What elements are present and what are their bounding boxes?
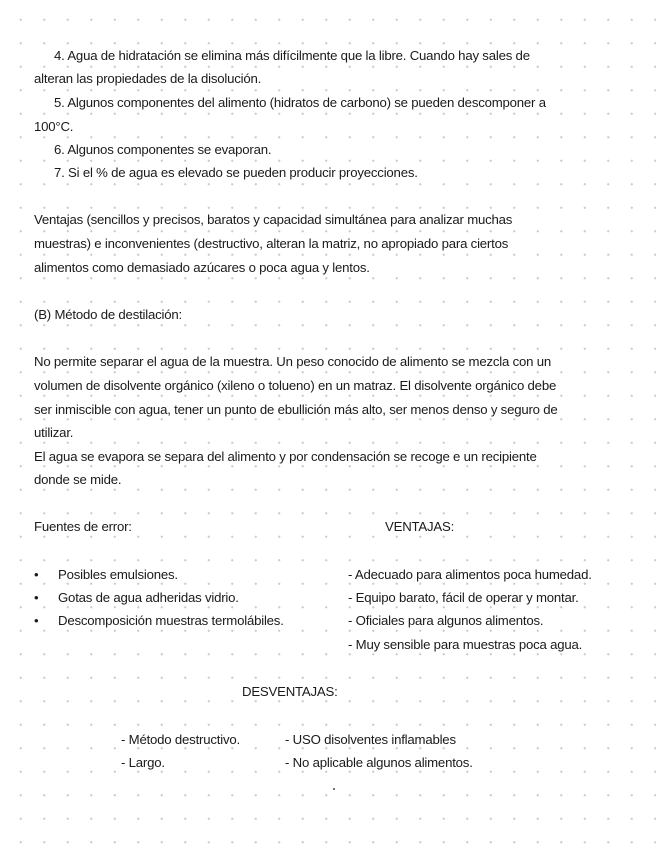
disadvantage-item: - USO disolventes inflamables — [285, 732, 456, 747]
error-item: Gotas de agua adheridas vidrio. — [58, 590, 239, 605]
stray-dot — [333, 788, 335, 790]
description-line: El agua se evapora se separa del alimento y por condensación se recoge e un recipiente — [34, 449, 537, 464]
error-item: Posibles emulsiones. — [58, 567, 178, 582]
advantage-item: - Muy sensible para muestras poca agua. — [348, 637, 583, 652]
step-7: 7. Si el % de agua es elevado se pueden producir proyecciones. — [54, 165, 418, 180]
section-title: (B) Método de destilación: — [34, 307, 183, 322]
advantage-item: - Oficiales para algunos alimentos. — [348, 613, 544, 628]
disadvantage-item: - No aplicable algunos alimentos. — [285, 755, 473, 770]
bullet-icon: • — [34, 590, 39, 605]
bullet-icon: • — [34, 567, 39, 582]
bullet-icon: • — [34, 613, 39, 628]
error-item: Descomposición muestras termolábiles. — [58, 613, 284, 628]
description-line: volumen de disolvente orgánico (xileno o tolueno) en un matraz. El disolvente orgánico debe — [34, 378, 557, 393]
description-line: donde se mide. — [34, 472, 122, 487]
pros-cons-line: alimentos como demasiado azúcares o poca agua y lentos. — [34, 260, 370, 275]
step-6: 6. Algunos componentes se evaporan. — [54, 142, 272, 157]
step-5-line-1: 5. Algunos componentes del alimento (hidratos de carbono) se pueden descomponer a — [54, 95, 546, 110]
description-line: No permite separar el agua de la muestra. Un peso conocido de alimento se mezcla con un — [34, 354, 551, 369]
disadvantages-heading: DESVENTAJAS: — [242, 684, 338, 699]
pros-cons-line: Ventajas (sencillos y precisos, baratos y capacidad simultánea para analizar muchas — [34, 212, 513, 227]
errors-heading: Fuentes de error: — [34, 519, 132, 534]
description-line: ser inmiscible con agua, tener un punto de ebullición más alto, ser menos denso y seguro de — [34, 402, 558, 417]
advantage-item: - Equipo barato, fácil de operar y montar. — [348, 590, 579, 605]
pros-cons-line: muestras) e inconvenientes (destructivo, alteran la matriz, no apropiado para ciertos — [34, 236, 509, 251]
description-line: utilizar. — [34, 425, 74, 440]
advantage-item: - Adecuado para alimentos poca humedad. — [348, 567, 592, 582]
disadvantage-item: - Largo. — [121, 755, 165, 770]
step-4-line-1: 4. Agua de hidratación se elimina más difícilmente que la libre. Cuando hay sales de — [54, 48, 530, 63]
step-5-line-2: 100°C. — [34, 119, 74, 134]
step-4-line-2: alteran las propiedades de la disolución. — [34, 71, 262, 86]
disadvantage-item: - Método destructivo. — [121, 732, 240, 747]
advantages-heading: VENTAJAS: — [385, 519, 455, 534]
